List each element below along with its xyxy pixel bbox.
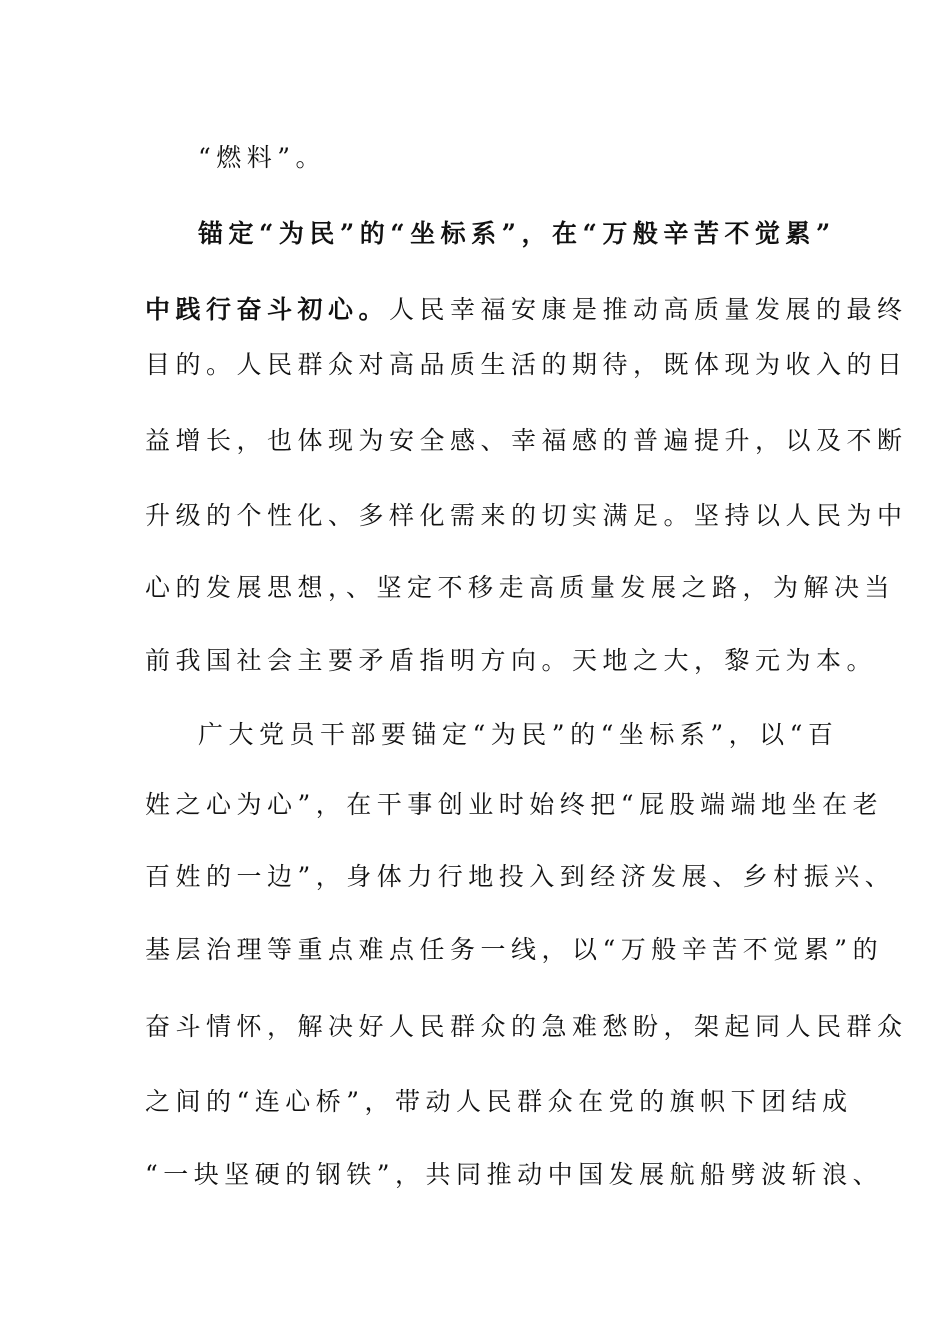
text-line [145,421,908,461]
line-text: 奋斗情怀，解决好人民群众的急难愁盼，架起同人民群众 [145,1012,908,1041]
line-text: 升级的个性化、多样化需来的切实满足。坚持以人民为中 [145,501,908,530]
line-text: 之间的“连心桥”，带动人民群众在党的旗帜下团结成 [145,1087,853,1116]
line-text: 百姓的一边”，身体力行地投入到经济发展、乡村振兴、 [145,862,896,891]
text-line [145,1007,908,1047]
line-text: “燃料”。 [198,143,327,172]
text-line [198,138,858,178]
text-line [145,345,908,385]
line-text: 目的。人民群众对高品质生活的期待，既体现为收入的日 [145,350,908,379]
line-text: 前我国社会主要矛盾指明方向。天地之大，黎元为本。 [145,646,878,675]
line-text: 基层治理等重点难点任务一线，以“万般辛苦不觉累”的 [145,935,884,964]
text-line [145,496,908,536]
text-line [198,715,858,755]
heading-text: 锚定“为民”的“坐标系”，在“万般辛苦不觉累” [198,219,836,248]
heading-text-continued: 中践行奋斗初心。 [145,295,390,324]
text-line [145,1155,884,1195]
text-line [145,568,896,608]
text-line [145,857,896,897]
text-line [145,290,908,330]
line-text: 广大党员干部要锚定“为民”的“坐标系”，以“百 [198,720,839,749]
text-line [145,930,884,970]
line-text: “一块坚硬的钢铁”，共同推动中国发展航船劈波斩浪、 [145,1160,884,1189]
line-text: 人民幸福安康是推动高质量发展的最终 [389,295,908,324]
text-line [145,785,884,825]
line-text: 姓之心为心”，在干事创业时始终把“屁股端端地坐在老 [145,790,884,819]
text-line [145,641,878,681]
line-text: 益增长，也体现为安全感、幸福感的普遍提升，以及不断 [145,426,908,455]
line-text: 心的发展思想，、坚定不移走高质量发展之路，为解决当 [145,573,896,602]
section-heading-line [198,214,858,254]
text-line [145,1082,853,1122]
